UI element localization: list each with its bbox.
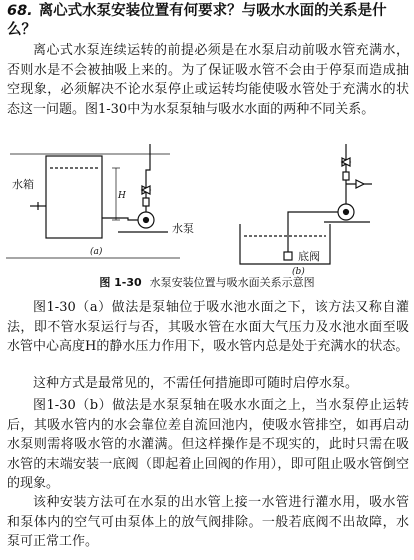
label-h: H bbox=[118, 191, 126, 201]
question-heading bbox=[7, 2, 409, 40]
label-foot-valve: 底阀 bbox=[298, 250, 320, 263]
label-b: (b) bbox=[292, 267, 305, 277]
foot-valve bbox=[284, 252, 292, 260]
figure-caption bbox=[0, 274, 414, 290]
paragraph-installation: 该种安装方法可在水泵的出水管上接一水管进行灌水用，吸水管和泵体内的空气可由泵体上的放气阀排除。一般若底阀不出故障，水泵可正常工作。 bbox=[7, 495, 409, 550]
paragraph-common: 这种方式是最常见的，不需任何措施即可随时启停水泵。 bbox=[33, 376, 359, 391]
diagram-a bbox=[6, 144, 180, 258]
pump-diagram bbox=[0, 140, 414, 277]
caption-text: 水泵安装位置与吸水面关系示意图 bbox=[149, 276, 315, 289]
label-tank: 水箱 bbox=[12, 178, 34, 191]
caption-label: 图 1-30 bbox=[99, 276, 142, 289]
figure-1-30 bbox=[0, 140, 414, 277]
water-tank-a bbox=[46, 156, 102, 238]
question-number: 68. bbox=[7, 3, 33, 19]
label-pump: 水泵 bbox=[172, 222, 194, 235]
question-title: 离心式水泵安装位置有何要求？与吸水水面的关系是什么？ bbox=[7, 3, 387, 38]
paragraph-method-b: 图1-30（b）做法是水泵泵轴在吸水水面之上，当水泵停止运转后，其吸水管内的水会靠位差自流回池内，使吸水管排空，如再启动水泵则需将吸水管的水灌满。但这样操作是不现实的，此时只需在吸水管的末端安装一底阀（即起着止回阀的作用），即可阻止吸水管倒空的现象。 bbox=[7, 398, 409, 492]
paragraph-intro: 离心式水泵连续运转的前提必须是在水泵启动前吸水管充满水，否则水是不会被抽吸上来的。为了保证吸水管不会由于停泵而造成抽空现象，必须解决不论水泵停止或运转均能使吸水管处于充满水的状态这一问题。图1-30中为水泵泵轴与吸水水面的两种不同关系。 bbox=[7, 43, 409, 117]
diagram-b bbox=[240, 144, 372, 264]
paragraph-method-a: 图1-30（a）做法是泵轴位于吸水池水面之下，该方法又称自灌法，即不管水泵运行与否，其吸水管在水面大气压力及水池水面至吸水管中心高度H的静水压力作用下，吸水管内总是处于充满水的状态。 bbox=[7, 300, 409, 355]
label-a: (a) bbox=[90, 247, 103, 257]
